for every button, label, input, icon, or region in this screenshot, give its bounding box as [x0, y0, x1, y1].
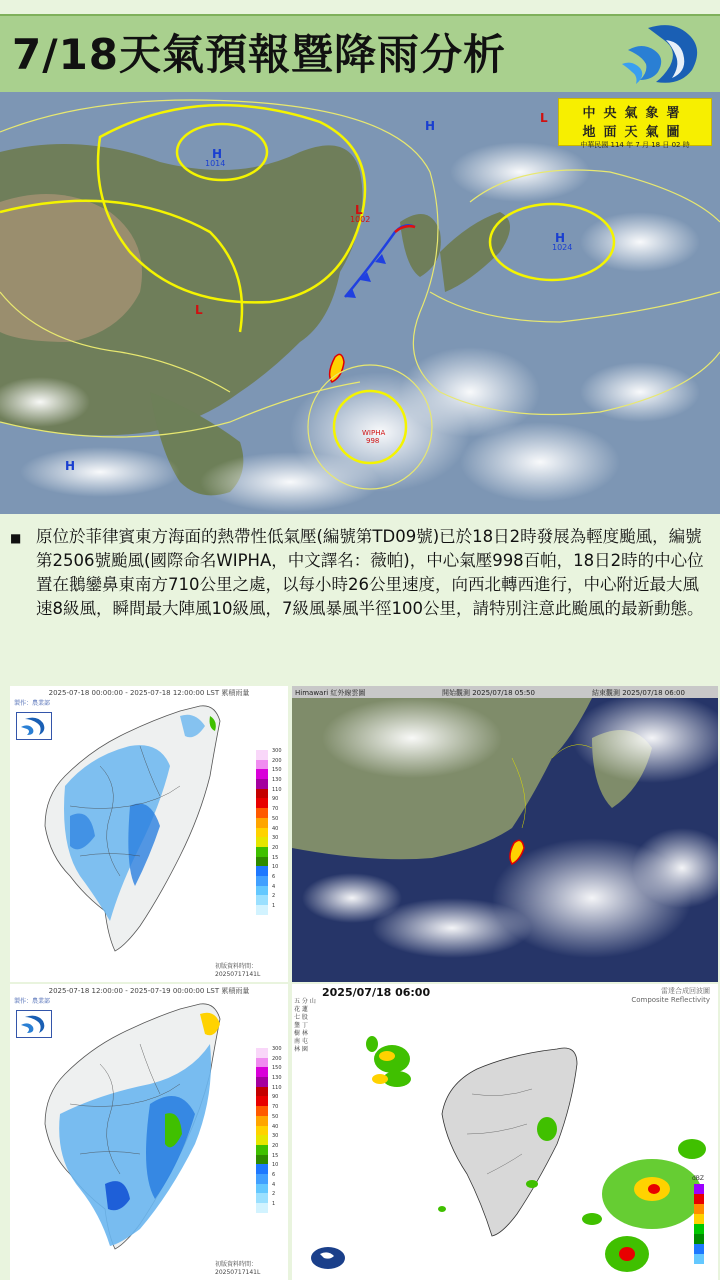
colorbar-label: 50 — [272, 815, 279, 822]
colorbar-label: 6 — [272, 1171, 276, 1178]
radar-station: 五 分 山 — [294, 998, 316, 1005]
colorbar-swatch — [256, 1065, 282, 1077]
colorbar-swatch — [256, 825, 279, 838]
colorbar-swatch — [256, 1171, 276, 1184]
low-symbol: L — [355, 203, 363, 217]
colorbar-label: 15 — [272, 854, 279, 861]
satellite-image-panel — [292, 686, 718, 982]
agency-logo-icon — [310, 1246, 346, 1270]
colorbar-label: 70 — [272, 806, 279, 813]
colorbar-swatch — [256, 1104, 279, 1116]
colorbar-swatch — [256, 806, 279, 818]
colorbar-swatch — [256, 1152, 279, 1165]
bullet-icon: ■ — [10, 531, 22, 545]
colorbar-label: 200 — [272, 1055, 282, 1062]
pressure-label-1002: 1002 — [350, 215, 371, 224]
colorbar-label: 15 — [272, 1152, 279, 1159]
taiwan-rainfall-map-1 — [10, 686, 288, 982]
high-symbol: H — [212, 147, 223, 161]
colorbar-swatch — [256, 854, 279, 867]
colorbar-label: 40 — [272, 825, 279, 832]
rainfall-map-panel-2 — [10, 984, 288, 1280]
pressure-label-998: 998 — [366, 437, 380, 445]
weather-map-graphic — [0, 92, 720, 514]
rainfall-made-by-1: 製作：農業部 — [14, 700, 51, 707]
colorbar-swatch — [256, 767, 282, 779]
rainfall-footer-1: 初版資料時間： — [215, 963, 258, 970]
radar-station: 花 蓮 — [294, 1006, 308, 1013]
radar-station: 樹 林 — [294, 1030, 308, 1037]
colorbar-swatch — [256, 1046, 282, 1058]
cwa-logo-icon — [618, 20, 708, 90]
colorbar-swatch — [256, 1191, 276, 1203]
colorbar-swatch — [256, 835, 279, 847]
radar-station: 南 屯 — [294, 1038, 308, 1045]
colorbar-label: 110 — [272, 786, 282, 793]
colorbar-swatch — [256, 1084, 282, 1097]
radar-image-panel — [292, 984, 718, 1280]
colorbar-label: 300 — [272, 748, 282, 754]
colorbar-label: 1 — [272, 903, 276, 909]
description-block — [10, 525, 710, 621]
colorbar-label: 10 — [272, 1162, 279, 1169]
svg-text:H: H — [425, 119, 436, 133]
colorbar-label: 130 — [272, 777, 282, 784]
colorbar-label: 150 — [272, 767, 282, 774]
pressure-label-1014: 1014 — [205, 159, 226, 168]
svg-text:L: L — [540, 111, 548, 125]
radar-scale-unit: dBZ — [692, 1175, 705, 1182]
colorbar-swatch — [256, 893, 276, 905]
rainfall-header-1: 2025-07-18 00:00:00 - 2025-07-18 12:00:00 LST 累積雨量 — [48, 689, 250, 697]
rainfall-colorbar-2 — [256, 1046, 282, 1213]
colorbar-swatch — [256, 903, 276, 915]
radar-station: 林 園 — [294, 1046, 308, 1053]
rainfall-header-2: 2025-07-18 12:00:00 - 2025-07-19 00:00:00 LST 累積雨量 — [48, 987, 250, 995]
colorbar-swatch — [256, 796, 279, 808]
legend-agency: 中央氣象署 — [582, 106, 688, 121]
radar-reflectivity-map — [292, 984, 718, 1280]
description-text: 原位於菲律賓東方海面的熱帶性低氣壓(編號第TD09號)已於18日2時發展為輕度颱風，編號第2506號颱風(國際命名WIPHA，中文譯名：薇帕)，中心氣壓998百帕，18日2時的中心位置在鵝鑾鼻東南方710公里之處，以每小時26公里速度，向西北轉西進行，中心附近最大風速8級風，瞬間最大陣風10級風，7級風暴風半徑100公里，請特別注意此颱風的最新動態。 — [36, 527, 704, 618]
taiwan-rainfall-map-2 — [10, 984, 288, 1280]
colorbar-label: 10 — [272, 864, 279, 871]
colorbar-swatch — [256, 1133, 279, 1145]
svg-text:H: H — [65, 459, 76, 473]
title-bar — [0, 14, 720, 96]
radar-station: 七 股 — [294, 1014, 308, 1021]
colorbar-label: 4 — [272, 883, 276, 890]
colorbar-label: 90 — [272, 1094, 279, 1101]
colorbar-swatch — [256, 748, 282, 760]
legend-date: 中華民國 114 年 7 月 18 日 02 時 — [580, 141, 690, 149]
satellite-start-time: 開始觀測 2025/07/18 05:50 — [442, 689, 535, 697]
colorbar-label: 90 — [272, 796, 279, 803]
colorbar-swatch — [256, 883, 276, 896]
colorbar-label: 6 — [272, 873, 276, 880]
colorbar-label: 2 — [272, 1191, 276, 1198]
svg-text:L: L — [195, 303, 203, 317]
surface-weather-map — [0, 92, 720, 514]
colorbar-label: 110 — [272, 1084, 282, 1091]
colorbar-label: 300 — [272, 1046, 282, 1052]
satellite-header — [292, 686, 718, 698]
page-title: 7/18天氣預報暨降雨分析 — [12, 30, 507, 79]
rainfall-made-by-2: 製作：農業部 — [14, 998, 51, 1005]
colorbar-swatch — [256, 1162, 279, 1174]
colorbar-swatch — [256, 1094, 279, 1106]
colorbar-label: 30 — [272, 835, 279, 842]
colorbar-swatch — [256, 844, 279, 857]
pressure-label-1024: 1024 — [552, 243, 573, 252]
colorbar-swatch — [256, 1113, 279, 1126]
colorbar-label: 50 — [272, 1113, 279, 1120]
colorbar-label: 40 — [272, 1123, 279, 1130]
radar-time: 2025/07/18 06:00 — [322, 986, 431, 999]
satellite-source: Himawari 紅外線雲圖 — [295, 689, 366, 697]
colorbar-label: 30 — [272, 1133, 279, 1140]
svg-text:H: H — [555, 231, 566, 245]
colorbar-label: 20 — [272, 844, 279, 851]
radar-station: 墾 丁 — [294, 1022, 308, 1029]
colorbar-swatch — [256, 777, 282, 789]
satellite-end-time: 結束觀測 2025/07/18 06:00 — [592, 689, 685, 697]
rainfall-colorbar-1 — [256, 748, 282, 915]
radar-title-en: Composite Reflectivity — [631, 996, 710, 1004]
typhoon-name: WIPHA — [362, 429, 386, 437]
colorbar-swatch — [256, 786, 282, 799]
rainfall-footer-code-1: 20250717141L — [215, 971, 261, 978]
colorbar-label: 150 — [272, 1065, 282, 1072]
colorbar-swatch — [256, 1055, 282, 1068]
colorbar-label: 20 — [272, 1142, 279, 1149]
colorbar-swatch — [256, 815, 279, 828]
rainfall-footer-3: 初版資料時間： — [215, 1261, 258, 1268]
colorbar-swatch — [256, 1075, 282, 1087]
radar-colorbar — [694, 1184, 704, 1264]
colorbar-label: 4 — [272, 1181, 276, 1188]
map-legend — [558, 98, 712, 149]
colorbar-label: 130 — [272, 1075, 282, 1082]
colorbar-swatch — [256, 1201, 276, 1213]
colorbar-swatch — [256, 1181, 276, 1194]
rainfall-map-panel-1 — [10, 686, 288, 982]
radar-title-zh: 雷達合成回波圖 — [661, 987, 710, 995]
colorbar-label: 70 — [272, 1104, 279, 1111]
colorbar-swatch — [256, 873, 276, 886]
colorbar-swatch — [256, 1142, 279, 1155]
colorbar-swatch — [256, 1123, 279, 1136]
rainfall-footer-code-2: 20250717141L — [215, 1269, 261, 1276]
colorbar-label: 1 — [272, 1201, 276, 1207]
colorbar-swatch — [256, 864, 279, 876]
satellite-cloud-image — [292, 698, 718, 982]
colorbar-label: 200 — [272, 757, 282, 764]
legend-map-type: 地面天氣圖 — [582, 125, 688, 140]
colorbar-label: 2 — [272, 893, 276, 900]
colorbar-swatch — [256, 757, 282, 770]
